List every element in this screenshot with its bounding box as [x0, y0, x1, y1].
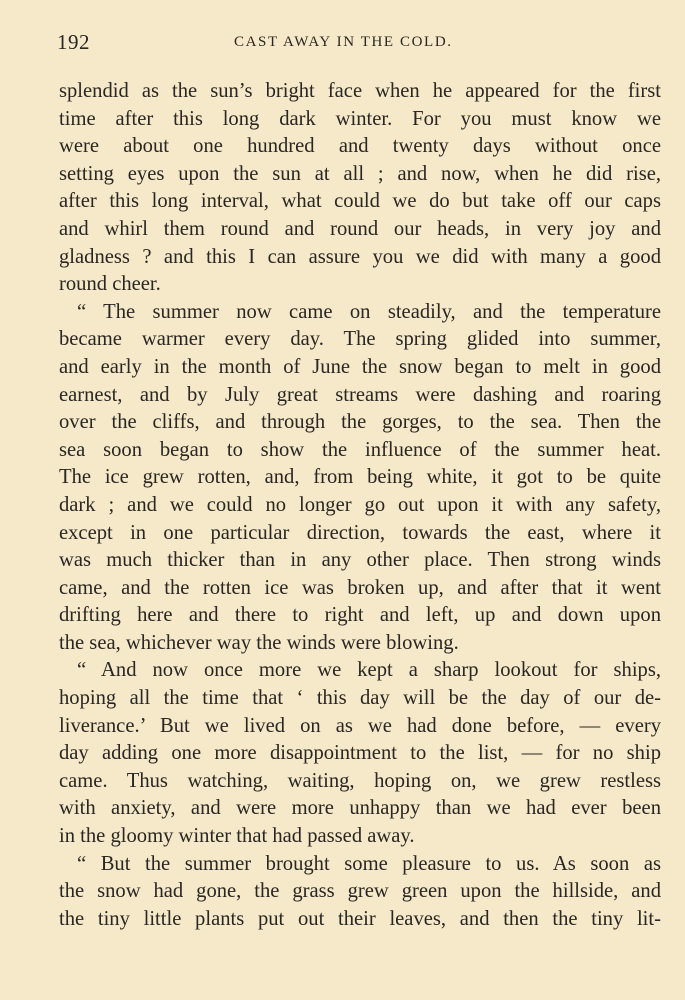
text-line: was much thicker than in any other place. Then strong winds: [59, 549, 661, 572]
text-line: in the gloomy winter that had passed away.: [59, 825, 415, 848]
text-line: over the cliffs, and through the gorges, to the sea. Then the: [59, 411, 661, 434]
text-line: and early in the month of June the snow began to melt in good: [59, 355, 661, 378]
text-line: hoping all the time that ‘ this day will be the day of our de-: [59, 687, 661, 710]
text-line: round cheer.: [59, 273, 161, 296]
text-line: after this long interval, what could we do but take off our caps: [59, 190, 661, 213]
text-line: setting eyes upon the sun at all ; and now, when he did rise,: [59, 162, 661, 185]
text-line: the snow had gone, the grass grew green upon the hillside, and: [59, 880, 661, 903]
text-line: and whirl them round and round our heads, in very joy and: [59, 217, 661, 240]
text-line: the tiny little plants put out their leaves, and then the tiny lit-: [59, 907, 661, 930]
text-line: day adding one more disappointment to the list, — for no ship: [59, 742, 661, 765]
text-line: with anxiety, and were more unhappy than we had ever been: [59, 797, 661, 820]
text-line: gladness ? and this I can assure you we did with many a good: [59, 245, 661, 268]
text-line: The ice grew rotten, and, from being white, it got to be quite: [59, 466, 661, 489]
text-line: liverance.’ But we lived on as we had done before, — every: [59, 714, 661, 737]
text-line: came. Thus watching, waiting, hoping on, we grew restless: [59, 769, 661, 792]
text-line: became warmer every day. The spring glided into summer,: [59, 328, 661, 351]
paragraph-2: [59, 299, 661, 658]
paragraph-4: [59, 851, 661, 934]
running-head: [57, 30, 658, 54]
body-text: [59, 78, 661, 933]
text-line: dark ; and we could no longer go out upon it with any safety,: [59, 493, 661, 516]
paragraph-1: [59, 78, 661, 299]
text-line: “ And now once more we kept a sharp lookout for ships,: [77, 659, 661, 682]
text-line: time after this long dark winter. For you must know we: [59, 107, 661, 130]
page-number: 192: [57, 30, 90, 54]
text-line: earnest, and by July great streams were dashing and roaring: [59, 383, 661, 406]
text-line: drifting here and there to right and left, up and down upon: [59, 604, 661, 627]
text-line: “ The summer now came on steadily, and the temperature: [77, 300, 661, 323]
text-line: sea soon began to show the influence of the summer heat.: [59, 438, 661, 461]
text-line: were about one hundred and twenty days without once: [59, 135, 661, 158]
running-title: CAST AWAY IN THE COLD.: [234, 34, 453, 50]
text-line: “ But the summer brought some pleasure to us. As soon as: [77, 852, 661, 875]
text-line: the sea, whichever way the winds were blowing.: [59, 631, 459, 654]
text-line: except in one particular direction, towards the east, where it: [59, 521, 661, 544]
text-line: came, and the rotten ice was broken up, and after that it went: [59, 576, 661, 599]
text-line: splendid as the sun’s bright face when he appeared for the first: [59, 80, 661, 102]
paragraph-3: [59, 657, 661, 850]
